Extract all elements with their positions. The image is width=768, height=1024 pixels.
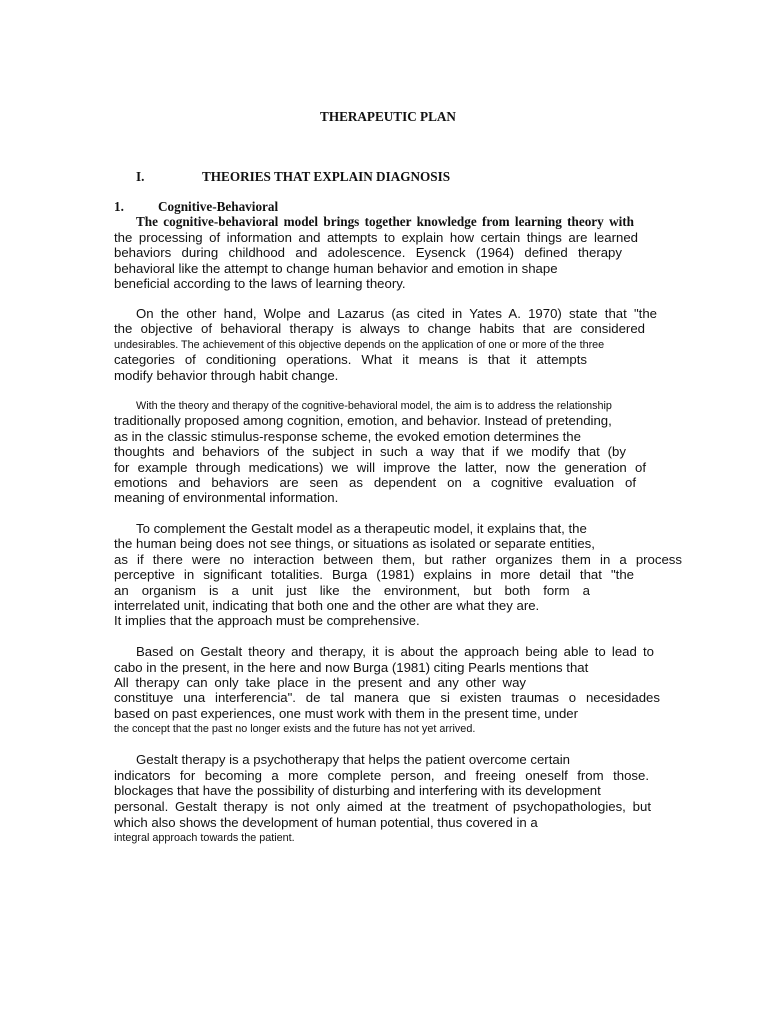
paragraph-line: an organism is a unit just like the environment, but both form a [114,583,590,598]
paragraph-line: The cognitive-behavioral model brings together knowledge from learning theory with [136,214,634,229]
paragraph-line: behavioral like the attempt to change human behavior and emotion in shape [114,261,558,276]
paragraph-line: modify behavior through habit change. [114,368,339,383]
paragraph-line: categories of conditioning operations. What it means is that it attempts [114,352,587,367]
paragraph-line: for example through medications) we will improve the latter, now the generation of [114,460,646,475]
document-title: THERAPEUTIC PLAN [320,109,456,124]
paragraph-line: cabo in the present, in the here and now Burga (1981) citing Pearls mentions that [114,660,589,675]
paragraph-line: as if there were no interaction between them, but rather organizes them in a process [114,552,682,567]
section-number: I. [136,169,145,184]
paragraph-line: All therapy can only take place in the present and any other way [114,675,526,690]
paragraph-line: thoughts and behaviors of the subject in such a way that if we modify that (by [114,444,626,459]
paragraph-line: integral approach towards the patient. [114,832,295,844]
subsection-number: 1. [114,199,124,214]
paragraph-line: perceptive in significant totalities. Burga (1981) explains in more detail that "the [114,567,634,582]
paragraph-line: the concept that the past no longer exists and the future has not yet arrived. [114,723,476,735]
paragraph-line: emotions and behaviors are seen as dependent on a cognitive evaluation of [114,475,636,490]
paragraph-line: To complement the Gestalt model as a therapeutic model, it explains that, the [136,521,587,536]
paragraph-line: blockages that have the possibility of disturbing and interfering with its development [114,783,601,798]
paragraph-line: beneficial according to the laws of learning theory. [114,276,406,291]
paragraph-line: the human being does not see things, or situations as isolated or separate entities, [114,536,595,551]
paragraph-line: indicators for becoming a more complete person, and freeing oneself from those. [114,768,649,783]
paragraph-line: personal. Gestalt therapy is not only aimed at the treatment of psychopathologies, but [114,799,651,814]
paragraph-line: traditionally proposed among cognition, emotion, and behavior. Instead of pretending, [114,413,612,428]
paragraph-line: Based on Gestalt theory and therapy, it is about the approach being able to lead to [136,644,654,659]
paragraph-line: as in the classic stimulus-response scheme, the evoked emotion determines the [114,429,581,444]
section-heading: THEORIES THAT EXPLAIN DIAGNOSIS [202,169,451,184]
paragraph-line: which also shows the development of human potential, thus covered in a [114,815,538,830]
paragraph-line: meaning of environmental information. [114,490,339,505]
paragraph-line: It implies that the approach must be comprehensive. [114,613,420,628]
paragraph-line: Gestalt therapy is a psychotherapy that helps the patient overcome certain [136,752,570,767]
paragraph-line: interrelated unit, indicating that both one and the other are what they are. [114,598,540,613]
paragraph-line: On the other hand, Wolpe and Lazarus (as cited in Yates A. 1970) state that "the [136,306,657,321]
subsection-heading: Cognitive-Behavioral [158,199,279,214]
paragraph-line: based on past experiences, one must work with them in the present time, under [114,706,579,721]
paragraph-line: undesirables. The achievement of this objective depends on the application of one or more of the three [114,339,605,351]
paragraph-line: the objective of behavioral therapy is always to change habits that are considered [114,321,645,336]
paragraph-line: behaviors during childhood and adolescence. Eysenck (1964) defined therapy [114,245,622,260]
paragraph-line: constituye una interferencia". de tal manera que si existen traumas o necesidades [114,690,660,705]
paragraph-line: With the theory and therapy of the cognitive-behavioral model, the aim is to address the relationship [136,400,612,412]
paragraph-line: the processing of information and attempts to explain how certain things are learned [114,230,638,245]
